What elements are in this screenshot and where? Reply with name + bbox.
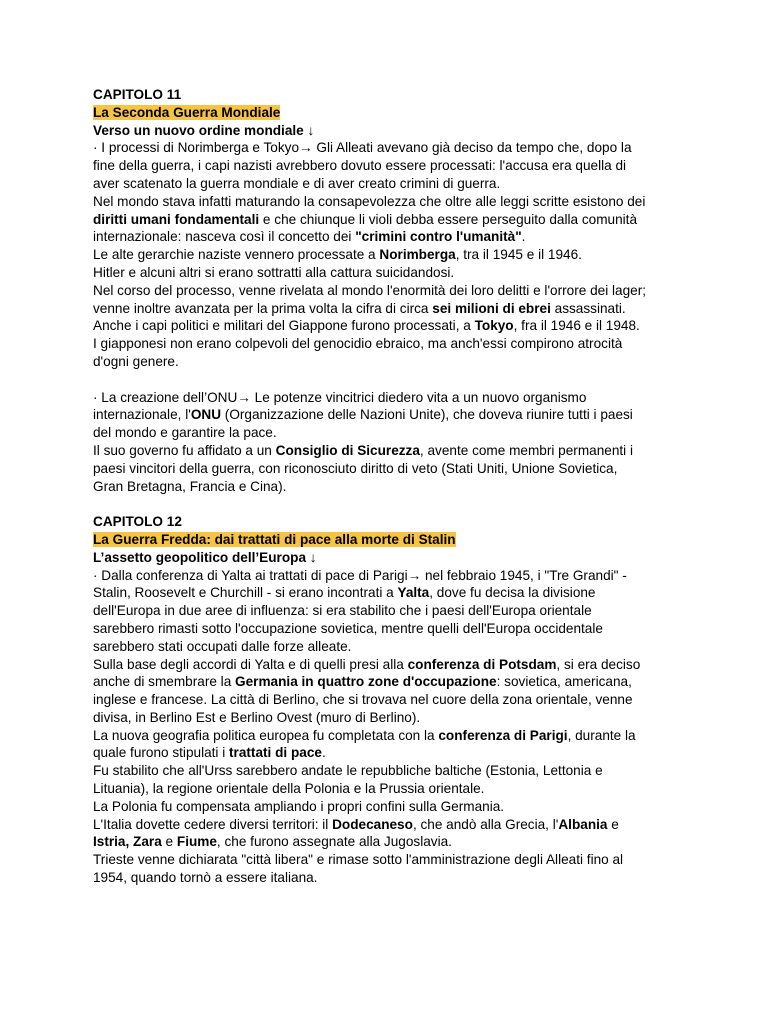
- chapter-12-label: CAPITOLO 12: [93, 514, 182, 530]
- chapter-11-label: CAPITOLO 11: [93, 87, 182, 102]
- section-spacer: [93, 495, 693, 513]
- bold-term: Tokyo: [474, 318, 514, 334]
- bold-term: conferenza di Parigi: [438, 727, 568, 743]
- text-run: assassinati.: [550, 300, 626, 316]
- text-run: Fu stabilito che all'Urss sarebbero andate le repubbliche baltiche (Estonia, Lettonia e: [93, 763, 603, 779]
- text-line: [93, 709, 693, 727]
- text-line: [93, 228, 693, 246]
- text-run: L'Italia dovette cedere diversi territori: il: [93, 816, 333, 832]
- text-line: [93, 638, 693, 656]
- text-run: Stalin, Roosevelt e Churchill - si erano incontrati a: [93, 585, 398, 601]
- text-run: Lituania), la regione orientale della Polonia e la Prussia orientale.: [93, 781, 485, 797]
- text-line: [93, 353, 693, 371]
- text-run: , che andò alla Grecia, l': [412, 816, 559, 832]
- chapter-11-title: [93, 104, 693, 122]
- bold-term: sei milioni di ebrei: [432, 300, 551, 316]
- bold-term: Yalta: [397, 585, 430, 601]
- text-line: [93, 460, 693, 478]
- chapter-11-subheading: Verso un nuovo ordine mondiale ↓: [93, 122, 315, 138]
- text-run: internazionale: nasceva così il concetto dei: [93, 229, 356, 245]
- text-run: aver scatenato la guerra mondiale e di aver creato crimini di guerra.: [93, 175, 501, 191]
- text-run: , dove fu decisa la divisione: [429, 585, 596, 601]
- chapter-12-title-highlight: La Guerra Fredda: dai trattati di pace alla morte di Stalin: [93, 531, 456, 547]
- bold-term: diritti umani fondamentali: [93, 211, 260, 227]
- text-run: Le alte gerarchie naziste vennero processate a: [93, 247, 380, 263]
- text-line: [93, 193, 693, 211]
- text-run: , tra il 1945 e il 1946.: [455, 247, 582, 263]
- text-line: [93, 602, 693, 620]
- text-line: [93, 246, 693, 264]
- text-run: Nel corso del processo, venne rivelata al mondo l'enormità dei loro delitti e l'orrore dei lager;: [93, 282, 646, 298]
- chapter-12-title: [93, 531, 693, 549]
- text-run: Gran Bretagna, Francia e Cina).: [93, 478, 287, 494]
- text-run: · I processi di Norimberga e Tokyo→ Gli Alleati avevano già deciso da tempo che, dopo la: [93, 140, 632, 156]
- chapter-12-subheading: L’assetto geopolitico dell’Europa ↓: [93, 549, 317, 565]
- text-run: d'ogni genere.: [93, 353, 179, 369]
- text-line: [93, 567, 693, 585]
- text-run: (Organizzazione delle Nazioni Unite), che doveva riunire tutti i paesi: [221, 407, 633, 423]
- text-run: internazionale, l': [93, 407, 191, 423]
- bold-term: Germania in quattro zone d'occupazione: [235, 674, 497, 690]
- bold-term: ONU: [190, 407, 222, 423]
- text-run: Trieste venne dichiarata "città libera" e rimase sotto l'amministrazione degli Alleati fino al: [93, 852, 624, 868]
- text-run: , che furono assegnate alla Jugoslavia.: [216, 834, 452, 850]
- text-run: e: [607, 816, 619, 832]
- text-line: [93, 744, 693, 762]
- text-line: [93, 211, 693, 229]
- text-line: [93, 389, 693, 407]
- text-run: : sovietica, americana,: [496, 674, 632, 690]
- text-run: I giapponesi non erano colpevoli del genocidio ebraico, ma anch'essi compirono atrocità: [93, 336, 623, 352]
- text-run: Il suo governo fu affidato a un: [93, 442, 276, 458]
- text-line: [93, 478, 693, 496]
- text-line: [93, 406, 693, 424]
- text-line: [93, 851, 693, 869]
- chapter-11-body: [93, 139, 693, 495]
- text-line: [93, 175, 693, 193]
- text-run: Anche i capi politici e militari del Giappone furono processati, a: [93, 318, 475, 334]
- text-run: La Polonia fu compensata ampliando i propri confini sulla Germania.: [93, 798, 505, 814]
- text-line: [93, 584, 693, 602]
- bold-term: Albania: [558, 816, 608, 832]
- bold-term: "crimini contro l'umanità": [355, 229, 522, 245]
- text-line: [93, 335, 693, 353]
- text-line: [93, 673, 693, 691]
- bold-term: trattati di pace: [229, 745, 322, 761]
- text-run: fine della guerra, i capi nazisti avrebbero dovuto essere processati: l'accusa era quella di: [93, 158, 627, 174]
- text-line: [93, 798, 693, 816]
- text-run: venne inoltre avanzata per la prima volta la cifra di circa: [93, 300, 433, 316]
- text-line: [93, 869, 693, 887]
- text-run: divisa, in Berlino Est e Berlino Ovest (muro di Berlino).: [93, 709, 421, 725]
- text-run: sarebbero rimasti sotto l'occupazione sovietica, mentre quelli dell'Europa occidentale: [93, 620, 603, 636]
- text-run: dell'Europa in due aree di influenza: si era stabilito che i paesi dell'Europa orientale: [93, 603, 592, 619]
- text-run: Sulla base degli accordi di Yalta e di quelli presi alla: [93, 656, 408, 672]
- text-run: paesi vincitori della guerra, con riconosciuto diritto di veto (Stati Uniti, Unione Sovietica,: [93, 460, 618, 476]
- text-line: [93, 656, 693, 674]
- text-run: , fra il 1946 e il 1948.: [513, 318, 640, 334]
- text-line: [93, 300, 693, 318]
- text-run: e: [161, 834, 177, 850]
- text-run: e che chiunque li violi debba essere perseguito dalla comunità: [259, 211, 638, 227]
- text-run: del mondo e garantire la pace.: [93, 425, 277, 441]
- text-run: , durante la: [567, 727, 636, 743]
- text-run: quale furono stipulati i: [93, 745, 230, 761]
- text-line: [93, 780, 693, 798]
- text-line: [93, 816, 693, 834]
- text-line: [93, 317, 693, 335]
- paragraph-spacer: [93, 371, 693, 389]
- text-line: [93, 727, 693, 745]
- text-run: anche di smembrare la: [93, 674, 236, 690]
- text-line: [93, 424, 693, 442]
- bold-term: Istria, Zara: [93, 834, 162, 850]
- text-line: [93, 620, 693, 638]
- bold-term: Fiume: [176, 834, 217, 850]
- bold-term: conferenza di Potsdam: [407, 656, 557, 672]
- bold-term: Dodecaneso: [332, 816, 413, 832]
- text-line: [93, 139, 693, 157]
- text-run: inglese e francese. La città di Berlino, che si trovava nel cuore della zona orientale, venne: [93, 692, 633, 708]
- chapter-12-body: [93, 567, 693, 887]
- text-run: Nel mondo stava infatti maturando la consapevolezza che oltre alle leggi scritte esistono dei: [93, 193, 646, 209]
- text-run: · Dalla conferenza di Yalta ai trattati di pace di Parigi→ nel febbraio 1945, i "Tre Grandi" -: [93, 567, 627, 583]
- text-line: [93, 691, 693, 709]
- text-run: 1954, quando tornò a essere italiana.: [93, 870, 318, 886]
- text-run: .: [521, 229, 526, 245]
- text-run: sarebbero stati occupati dalle forze alleate.: [93, 638, 352, 654]
- text-line: [93, 442, 693, 460]
- text-line: [93, 157, 693, 175]
- document-page: [93, 86, 693, 887]
- text-run: · La creazione dell’ONU→ Le potenze vincitrici diedero vita a un nuovo organismo: [93, 389, 587, 405]
- bold-term: Norimberga: [379, 247, 456, 263]
- chapter-11-title-highlight: La Seconda Guerra Mondiale: [93, 104, 281, 120]
- text-run: .: [321, 745, 326, 761]
- text-run: Hitler e alcuni altri si erano sottratti alla cattura suicidandosi.: [93, 264, 455, 280]
- text-run: , avente come membri permanenti i: [419, 442, 633, 458]
- text-line: [93, 833, 693, 851]
- text-line: [93, 762, 693, 780]
- text-run: La nuova geografia politica europea fu completata con la: [93, 727, 439, 743]
- text-line: [93, 264, 693, 282]
- text-line: [93, 282, 693, 300]
- bold-term: Consiglio di Sicurezza: [275, 442, 420, 458]
- text-run: , si era deciso: [556, 656, 641, 672]
